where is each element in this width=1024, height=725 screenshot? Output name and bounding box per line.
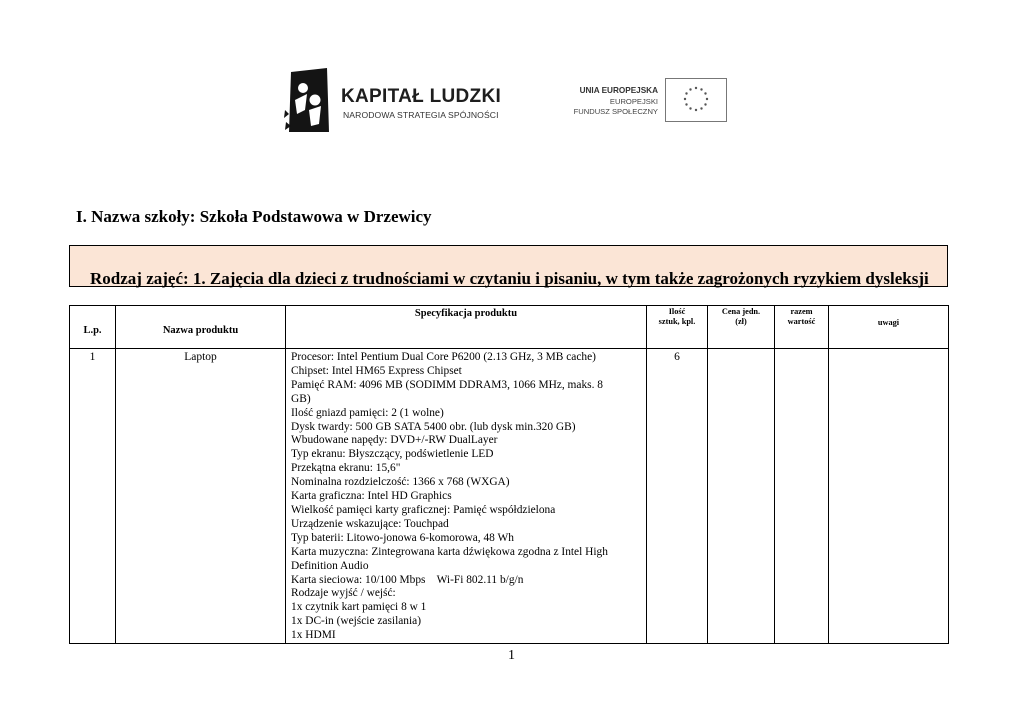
class-type-heading: Rodzaj zajęć: 1. Zajęcia dla dzieci z trudnościami w czytaniu i pisaniu, w tym także zagrożonych ryzykiem dysleksji: [90, 269, 929, 288]
page-number: 1: [508, 648, 515, 663]
spec-line: Karta sieciowa: 10/100 Mbps Wi-Fi 802.11 b/g/n: [291, 573, 524, 586]
header-unit-price: [708, 306, 775, 349]
spec-line: Wbudowane napędy: DVD+/-RW DualLayer: [291, 434, 498, 447]
kapital-ludzki-title: KAPITAŁ LUDZKI: [341, 86, 502, 107]
header-total-value: [775, 306, 829, 349]
eu-logo-line2: EUROPEJSKI: [609, 97, 658, 106]
header-total-value-line1: razem: [790, 307, 813, 316]
cell-quantity: 6: [647, 349, 708, 644]
cell-specification: [286, 349, 647, 644]
cell-unit-price: [708, 349, 775, 644]
header-product-name: Nazwa produktu: [116, 306, 286, 349]
header-quantity-line2: sztuk, kpl.: [658, 316, 696, 326]
spec-line: Typ baterii: Litowo-jonowa 6-komorowa, 48 Wh: [291, 531, 514, 544]
eu-flag-icon: [665, 78, 727, 122]
header-total-value-line2: wartość: [787, 316, 816, 326]
table-header-row: [70, 306, 949, 349]
cell-total-value: [775, 349, 829, 644]
table-row: [70, 349, 949, 644]
spec-line: 1x czytnik kart pamięci 8 w 1: [291, 601, 427, 614]
spec-line: Nominalna rozdzielczość: 1366 x 768 (WXGA): [291, 476, 510, 489]
spec-line: Karta graficzna: Intel HD Graphics: [291, 490, 452, 503]
header-lp: L.p.: [70, 306, 116, 349]
spec-line: Typ ekranu: Błyszczący, podświetlenie LED: [291, 448, 494, 461]
header-quantity-line1: Ilość: [668, 307, 686, 316]
cell-lp: 1: [70, 349, 116, 644]
header-quantity: [647, 306, 708, 349]
cell-notes: [829, 349, 949, 644]
spec-line: Procesor: Intel Pentium Dual Core P6200 (2.13 GHz, 3 MB cache): [291, 351, 596, 363]
header-unit-price-line1: Cena jedn.: [721, 307, 761, 316]
spec-line: GB): [291, 392, 311, 405]
spec-line: 1x DC-in (wejście zasilania): [291, 615, 421, 628]
spec-line: Chipset: Intel HM65 Express Chipset: [291, 364, 462, 377]
eu-logo-line1: UNIA EUROPEJSKA: [579, 86, 658, 95]
kapital-ludzki-emblem-icon: [283, 66, 333, 134]
spec-line: 1x HDMI: [291, 629, 336, 642]
class-type-box: [69, 245, 948, 287]
spec-line: Wielkość pamięci karty graficznej: Pamięć współdzielona: [291, 503, 556, 516]
spec-line: Urządzenie wskazujące: Touchpad: [291, 517, 449, 530]
cell-product-name: Laptop: [116, 349, 286, 644]
spec-line: Karta muzyczna: Zintegrowana karta dźwiękowa zgodna z Intel High: [291, 545, 608, 558]
spec-line: Ilość gniazd pamięci: 2 (1 wolne): [291, 406, 444, 419]
header-notes: uwagi: [829, 306, 949, 349]
eu-logo: [570, 78, 730, 124]
kapital-ludzki-logo: [283, 66, 503, 134]
spec-line: Definition Audio: [291, 559, 369, 572]
spec-line: Przekątna ekranu: 15,6": [291, 462, 401, 475]
header-specification: Specyfikacja produktu: [286, 306, 647, 349]
school-heading: I. Nazwa szkoły: Szkoła Podstawowa w Drzewicy: [76, 207, 432, 226]
eu-logo-line3: FUNDUSZ SPOŁECZNY: [573, 107, 658, 116]
header-unit-price-line2: (zł): [735, 316, 747, 326]
spec-line: Pamięć RAM: 4096 MB (SODIMM DDRAM3, 1066 MHz, maks. 8: [291, 378, 603, 391]
spec-line: Dysk twardy: 500 GB SATA 5400 obr. (lub dysk min.320 GB): [291, 420, 576, 433]
spec-line: Rodzaje wyjść / wejść:: [291, 587, 396, 600]
product-table: [69, 305, 949, 644]
kapital-ludzki-subtitle: NARODOWA STRATEGIA SPÓJNOŚCI: [343, 110, 499, 120]
